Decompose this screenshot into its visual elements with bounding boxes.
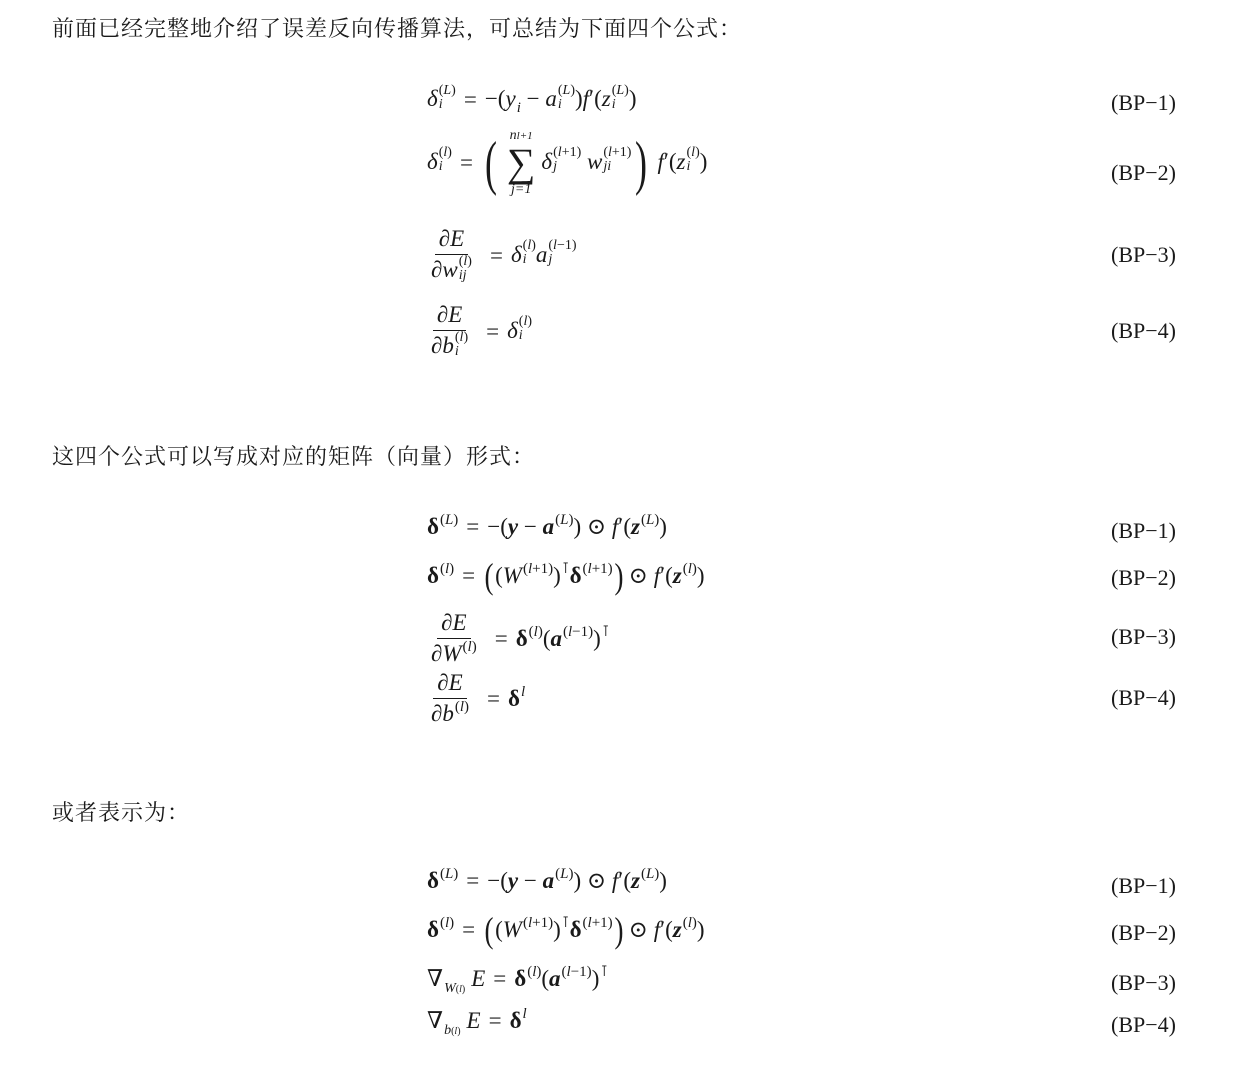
tag-scalar-bp1: (BP−1) xyxy=(1111,90,1176,115)
alt-intro-text: 或者表示为： xyxy=(52,801,191,826)
eq-scalar-bp3: ∂E ∂w (l) ij = δ (l) i a (l−1) j xyxy=(431,226,577,283)
eq-matrix-bp1: $\delta^{(L)}$ = $-(y - a^{(L)})$ ⊙ $f'(z^{(L)})$ xyxy=(427,512,667,539)
tag-scalar-bp3: (BP−3) xyxy=(1111,242,1176,267)
summation-symbol: nl+1 ∑ j=1 xyxy=(506,128,536,197)
eq-grad-bp1: $\delta^{(L)}$ = $-(y - a^{(L)})$ ⊙ $f'(z^{(L)})$ xyxy=(427,866,667,893)
eq-matrix-bp4: $\frac{\partial E}{\partial b^{(l)}}$ = $\delta^l$ xyxy=(431,670,526,726)
eq-matrix-bp2: $\delta^{(l)}$ = ( $(W^{(l+1)})^⊺\delta^{(l+1)}$ ) ⊙ $f'(z^{(l)})$ xyxy=(427,556,705,596)
tag-grad-bp3: (BP−3) xyxy=(1111,970,1176,995)
tag-matrix-bp4: (BP−4) xyxy=(1111,685,1176,710)
eq-grad-bp2: $\delta^{(l)}$ = ( $(W^{(l+1)})^⊺\delta^{(l+1)}$ ) ⊙ $f'(z^{(l)})$ xyxy=(427,910,705,950)
eq-grad-bp4: $\nabla_{b(l)}$ E = $\delta^l$ xyxy=(427,1006,527,1038)
matrix-intro-text: 这四个公式可以写成对应的矩阵（向量）形式： xyxy=(52,445,536,470)
eq-scalar-bp2: δ (l) i = ( nl+1 ∑ j=1 δ (l+1) j w (l+1) ji ) f′(z (l) i ) xyxy=(427,128,708,197)
tag-matrix-bp2: (BP−2) xyxy=(1111,565,1176,590)
tag-scalar-bp2: (BP−2) xyxy=(1111,160,1176,185)
eq-matrix-bp3: $\frac{\partial E}{\partial W^{(l)}}$ = $\delta^{(l)}(a^{(l-1)})^⊺$ xyxy=(431,610,610,666)
eq-scalar-bp1: δ (L) i = $-(y_i - a$ (L) i )f′(z (L) i ) xyxy=(427,82,637,116)
tag-matrix-bp1: (BP−1) xyxy=(1111,518,1176,543)
eq-grad-bp3: $\nabla_{W(l)}$ E = $\delta^{(l)}(a^{(l-1)})^⊺$ xyxy=(427,964,609,996)
tag-matrix-bp3: (BP−3) xyxy=(1111,624,1176,649)
eq-scalar-bp4: ∂E ∂b (l) i = δ (l) i xyxy=(431,302,533,359)
tag-scalar-bp4: (BP−4) xyxy=(1111,318,1176,343)
tag-grad-bp4: (BP−4) xyxy=(1111,1012,1176,1037)
tag-grad-bp1: (BP−1) xyxy=(1111,873,1176,898)
intro-text: 前面已经完整地介绍了误差反向传播算法，可总结为下面四个公式： xyxy=(52,17,743,42)
tag-grad-bp2: (BP−2) xyxy=(1111,920,1176,945)
